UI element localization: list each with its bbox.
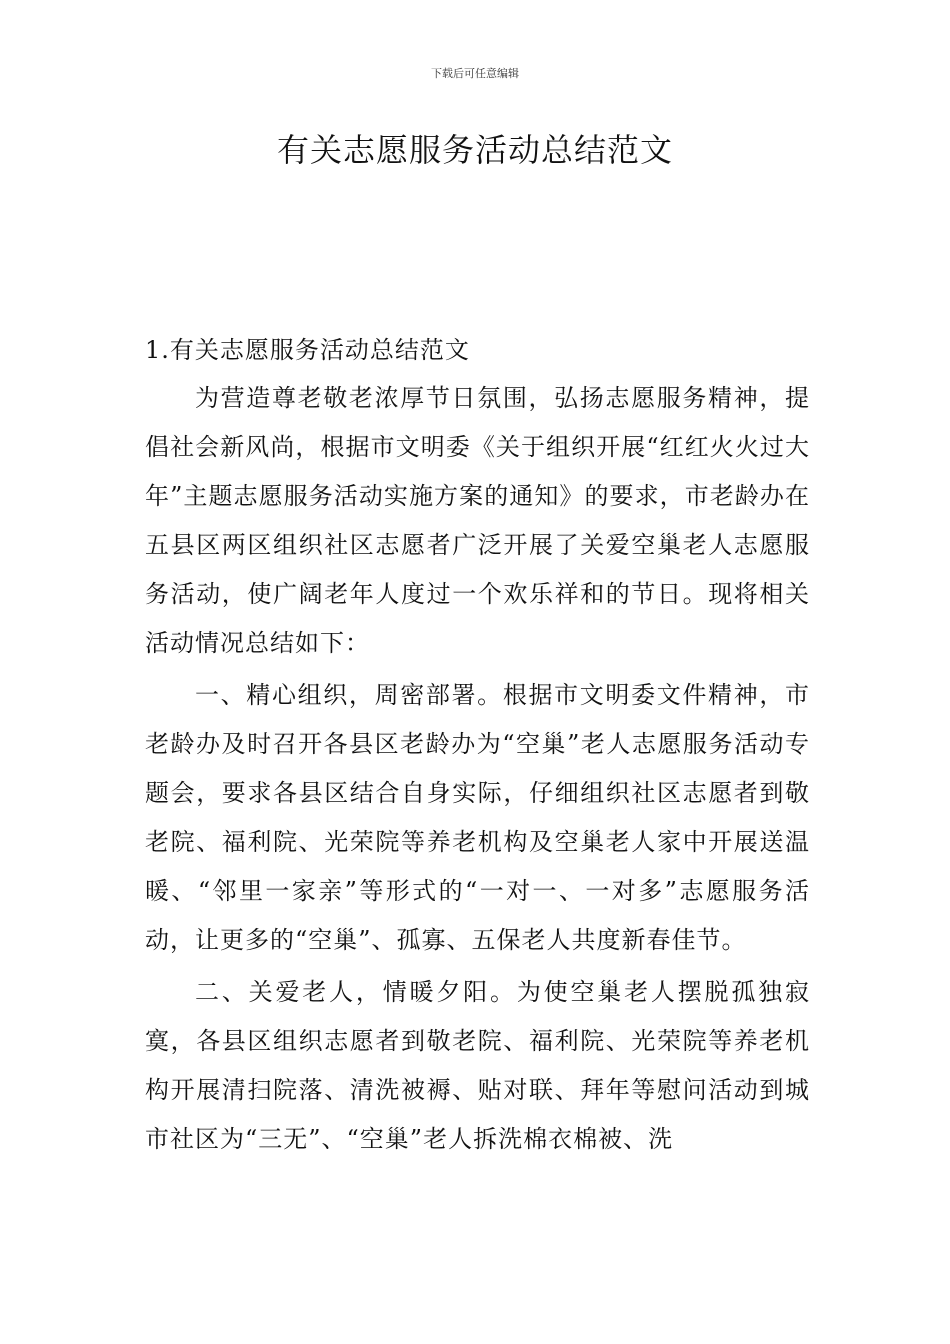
paragraph-care: 二、关爱老人，情暖夕阳。为使空巢老人摆脱孤独寂寞，各县区组织志愿者到敬老院、福利院、光荣院等养老机构开展清扫院落、清洗被褥、贴对联、拜年等慰问活动到城市社区为“三无”、“空巢”老人拆洗棉衣棉被、洗: [145, 978, 810, 1153]
header-note: 下载后可任意编辑: [431, 67, 519, 80]
document-title: 有关志愿服务活动总结范文: [276, 131, 673, 169]
document-body: [145, 326, 810, 1164]
section-heading: 1.有关志愿服务活动总结范文: [145, 336, 470, 364]
paragraph-intro: 为营造尊老敬老浓厚节日氛围，弘扬志愿服务精神，提倡社会新风尚，根据市文明委《关于组织开展“红红火火过大年”主题志愿服务活动实施方案的通知》的要求，市老龄办在五县区两区组织社区志愿者广泛开展了关爱空巢老人志愿服务活动，使广阔老年人度过一个欢乐祥和的节日。现将相关活动情况总结如下：: [145, 384, 810, 657]
paragraph-organization: 一、精心组织，周密部署。根据市文明委文件精神，市老龄办及时召开各县区老龄办为“空巢”老人志愿服务活动专题会，要求各县区结合自身实际，仔细组织社区志愿者到敬老院、福利院、光荣院等养老机构及空巢老人家中开展送温暖、“邻里一家亲”等形式的“一对一、一对多”志愿服务活动，让更多的“空巢”、孤寡、五保老人共度新春佳节。: [145, 681, 810, 954]
